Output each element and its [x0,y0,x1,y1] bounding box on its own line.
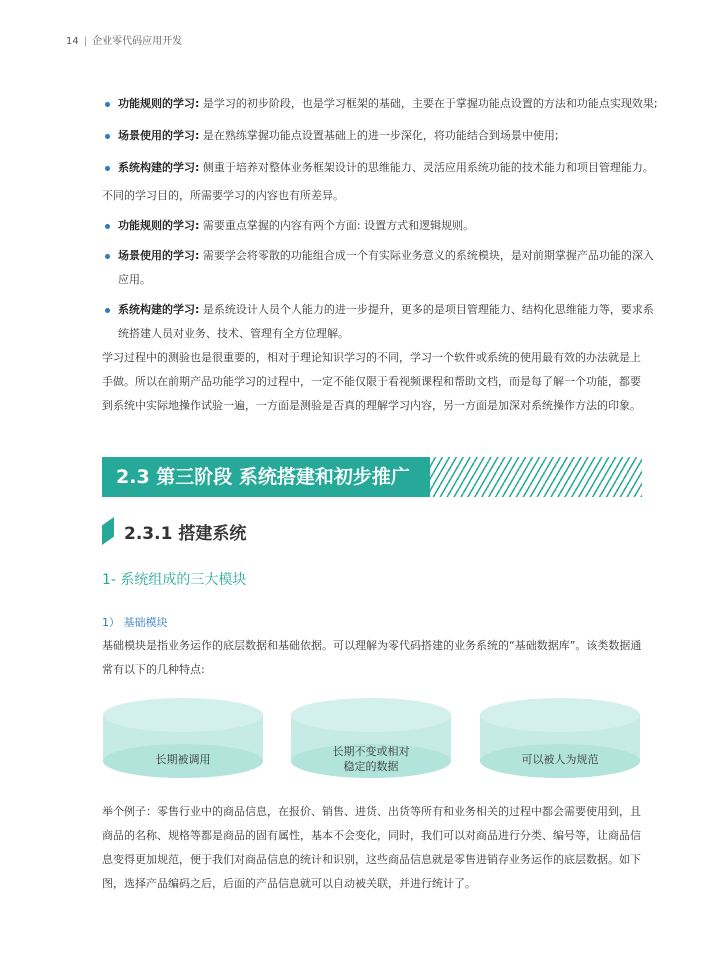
learning-types-list [102,92,662,180]
list-item [102,124,662,148]
list-item [102,244,662,292]
page-number: 14 [66,36,79,47]
feature-cylinder [479,697,641,781]
bullet-text: 需要重点掌握的内容有两个方面: 设置方式和逻辑规则。 [202,219,475,232]
paragraph: 不同的学习目的，所需要学习的内容也有所差异。 [102,189,344,202]
bullet-term: 功能规则的学习: [118,219,200,232]
bullet-text: 需要学会将零散的功能组合成一个有实际业务意义的系统模块，是对前期掌握产品功能的深入应用。 [118,249,654,286]
header-separator: | [83,36,88,47]
feature-cylinder [102,697,264,781]
list-item [102,298,662,346]
feature-cylinder [290,697,452,781]
section-title: 2.3 第三阶段 系统搭建和初步推广 [116,466,410,488]
bullet-term: 场景使用的学习: [118,129,200,142]
heading-level3: 1- 系统组成的三大模块 [102,572,247,588]
subsection-title: 2.3.1 搭建系统 [124,523,247,544]
heading-marker-icon [102,517,114,545]
feature-label: 长期不变或相对 稳定的数据 [332,745,410,773]
learning-content-list [102,214,662,346]
feature-label: 可以被人为规范 [521,752,599,766]
bullet-term: 功能规则的学习: [118,97,200,110]
paragraph: 学习过程中的测验也是很重要的，相对于理论知识学习的不同，学习一个软件或系统的使用最有效的办法就是上手做。所以在前期产品功能学习的过程中，一定不能仅限于看视频课程和帮助文档，而是每了解一个功能，都要到系统中实际地操作试验一遍，一方面是测验是否真的理解学习内容，另一方面是加深对系统操作方法的印象。 [102,351,641,412]
subsection-heading [102,516,246,546]
paragraph: 基础模块是指业务运作的底层数据和基础依据。可以理解为零代码搭建的业务系统的“基础数据库”。该类数据通常有以下的几种特点: [102,639,642,676]
bullet-term: 系统构建的学习: [118,303,200,316]
list-item [102,92,662,116]
banner-stripes [430,457,642,497]
bullet-text: 侧重于培养对整体业务框架设计的思维能力、灵活应用系统功能的技术能力和项目管理能力。 [202,161,654,174]
heading-level4: 1） 基础模块 [102,616,168,629]
list-item [102,156,662,180]
page-header [66,32,182,47]
bullet-term: 系统构建的学习: [118,161,200,174]
section-banner [102,457,642,497]
list-item [102,214,662,238]
paragraph: 举个例子：零售行业中的商品信息，在报价、销售、进货、出货等所有和业务相关的过程中都会需要使用到，且商品的名称、规格等都是商品的固有属性，基本不会变化，同时，我们可以对商品进行分类、编号等，让商品信息变得更加规范，便于我们对商品信息的统计和识别，这些商品信息就是零售进销存业务运作的底层数据。如下图，选择产品编码之后，后面的产品信息就可以自动被关联，并进行统计了。 [102,805,641,890]
feature-label: 长期被调用 [155,752,211,766]
bullet-term: 场景使用的学习: [118,249,200,262]
book-title: 企业零代码应用开发 [92,36,183,47]
bullet-text: 是学习的初步阶段，也是学习框架的基础，主要在于掌握功能点设置的方法和功能点实现效果; [202,97,658,110]
bullet-text: 是系统设计人员个人能力的进一步提升，更多的是项目管理能力、结构化思维能力等，要求系统搭建人员对业务、技术、管理有全方位理解。 [118,303,654,340]
bullet-text: 是在熟练掌握功能点设置基础上的进一步深化，将功能结合到场景中使用; [202,129,559,142]
